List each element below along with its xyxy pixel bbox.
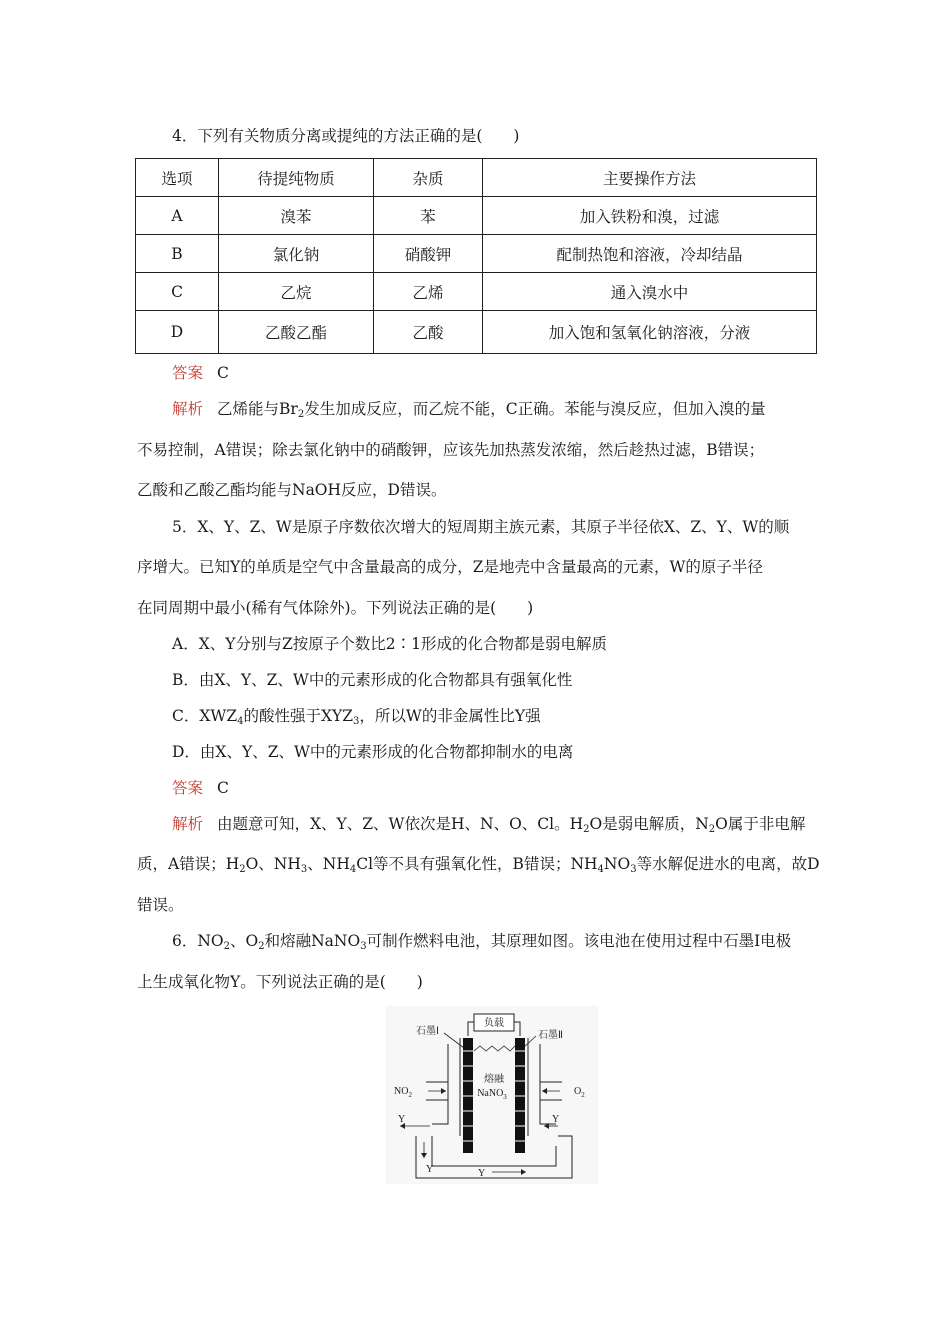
q5-analysis-line-2 [137,853,820,875]
subscript: 3 [353,716,360,727]
q5-analysis-line-1 [172,813,852,835]
stem-text: 、O [230,932,259,950]
table-cell: 乙烷 [219,273,374,311]
analysis-text: O属于非电解 [715,815,806,833]
table-cell: B [136,235,219,273]
table-row [136,273,817,311]
analysis-text: 质，A错误；H [137,855,240,873]
table-header-cell: 主要操作方法 [483,159,817,197]
answer-label: 答案 [172,779,204,797]
analysis-text: O是弱电解质，N [589,815,709,833]
subscript: 4 [597,864,604,875]
analysis-text: 、NH [307,855,350,873]
answer-label: 答案 [172,364,204,382]
table-cell: 乙酸乙酯 [219,311,374,354]
table-row [136,311,817,354]
table-cell: 苯 [374,197,483,235]
subscript: 2 [708,824,716,835]
table-header-cell: 选项 [136,159,219,197]
subscript: 2 [258,941,265,952]
table-cell: 加入饱和氢氧化钠溶液，分液 [483,311,817,354]
table-cell: 溴苯 [219,197,374,235]
subscript: 3 [300,864,308,875]
subscript: 2 [583,824,590,835]
q5-option-a: A．X、Y分别与Z按原子个数比2∶1形成的化合物都是弱电解质 [172,635,607,653]
analysis-text: 乙烯能与Br [217,400,298,418]
table-cell: 配制热饱和溶液，冷却结晶 [483,235,817,273]
electrolyte-label-1: 熔融 [484,1074,504,1085]
table-header-cell: 待提纯物质 [219,159,374,197]
load-label: 负载 [484,1018,504,1029]
electrode-2-label: 石墨Ⅱ [538,1030,563,1041]
q5-option-d: D．由X、Y、Z、W中的元素形成的化合物都抑制水的电离 [172,743,574,761]
q4-analysis-line-1 [172,398,852,420]
analysis-text: 等水解促进水的电离，故D [636,855,820,873]
y-label: Y [552,1114,560,1125]
table-cell: 通入溴水中 [483,273,817,311]
q5-stem-line-2: 序增大。已知Y的单质是空气中含量最高的成分，Z是地壳中含量最高的元素，W的原子半径 [137,558,763,576]
analysis-text: 发生加成反应，而乙烷不能，C正确。苯能与溴反应，但加入溴的量 [304,400,766,418]
table-row [136,235,817,273]
y-label: Y [398,1114,406,1125]
table-cell: C [136,273,219,311]
q4-analysis-line-2: 不易控制，A错误；除去氯化钠中的硝酸钾，应该先加热蒸发浓缩，然后趁热过滤，B错误； [137,441,765,459]
subscript: 2 [239,864,246,875]
q5-answer [172,777,852,799]
analysis-text: 由题意可知，X、Y、Z、W依次是H、N、O、Cl。H [217,815,584,833]
stem-text: 可制作燃料电池，其原理如图。该电池在使用过程中石墨Ⅰ电极 [366,932,792,950]
table-header-cell: 杂质 [374,159,483,197]
subscript: 2 [297,409,305,420]
q4-stem: 4．下列有关物质分离或提纯的方法正确的是( ) [172,127,520,145]
q6-stem-line-2: 上生成氧化物Y。下列说法正确的是( ) [137,973,423,991]
subscript: 3 [360,941,367,952]
table-cell: 乙烯 [374,273,483,311]
table-row [136,197,817,235]
q5-stem-line-3: 在同周期中最小(稀有气体除外)。下列说法正确的是( ) [137,599,534,617]
subscript: 4 [349,864,357,875]
subscript: 3 [630,864,637,875]
analysis-text: Cl等不具有强氧化性，B错误；NH [356,855,598,873]
answer-value: C [217,364,229,382]
analysis-label: 解析 [172,815,204,833]
table-header-row [136,159,817,197]
option-text: 的酸性强于XYZ [243,707,354,725]
y-label: Y [478,1168,486,1179]
fuel-cell-diagram [386,1006,598,1184]
analysis-label: 解析 [172,400,204,418]
subscript: 4 [237,716,244,727]
q5-analysis-line-3: 错误。 [137,896,184,914]
option-text: C．XWZ [172,707,238,725]
analysis-text: O、NH [245,855,301,873]
table-cell: 乙酸 [374,311,483,354]
y-label: Y [426,1164,434,1175]
analysis-text: NO [603,855,631,873]
q6-stem-line-1 [172,930,852,952]
q4-options-table [135,158,817,354]
table-cell: D [136,311,219,354]
table-cell: 硝酸钾 [374,235,483,273]
stem-text: 和熔融NaNO [264,932,361,950]
q4-answer [172,362,852,384]
electrode-1-label: 石墨Ⅰ [416,1026,439,1037]
q5-stem-line-1: 5．X、Y、Z、W是原子序数依次增大的短周期主族元素，其原子半径依X、Z、Y、W的顺 [172,518,790,536]
stem-text: 6．NO [172,932,224,950]
q4-analysis-line-3: 乙酸和乙酸乙酯均能与NaOH反应，D错误。 [137,481,447,499]
subscript: 2 [223,941,231,952]
gas-right-label: $O_2$ [574,1086,585,1099]
q5-option-b: B．由X、Y、Z、W中的元素形成的化合物都具有强氧化性 [172,671,573,689]
table-cell: 氯化钠 [219,235,374,273]
electrolyte-label-2: NaNO$_3$ [477,1088,507,1101]
answer-value: C [217,779,229,797]
q5-option-c [172,705,852,727]
table-cell: 加入铁粉和溴，过滤 [483,197,817,235]
table-cell: A [136,197,219,235]
gas-left-label: $NO_2$ [394,1086,412,1099]
option-text: ，所以W的非金属性比Y强 [359,707,541,725]
